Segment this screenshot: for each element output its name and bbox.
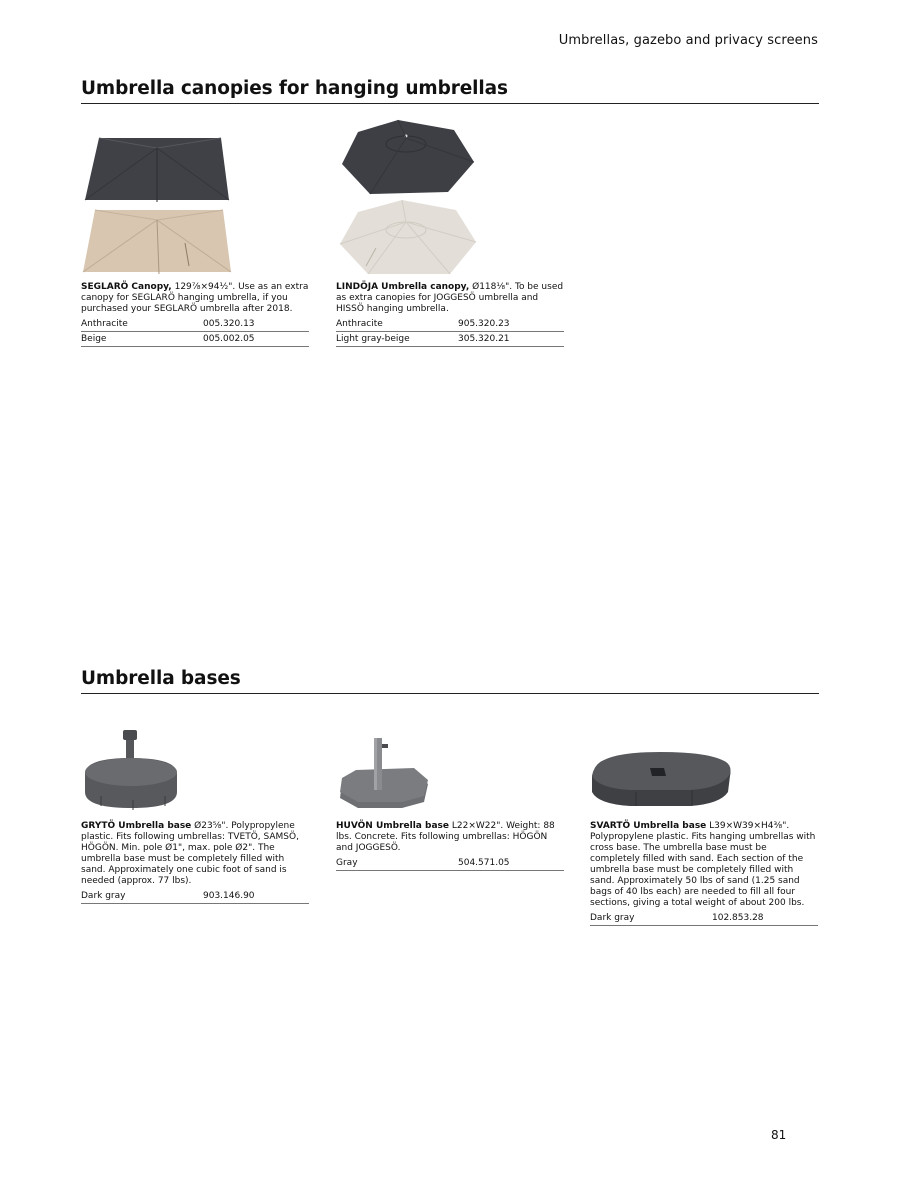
variant-row	[336, 332, 564, 347]
article-number: 905.320.23	[458, 319, 510, 329]
product-image-gryto	[81, 728, 309, 821]
product-description: HUVÖN Umbrella base L22×W22". Weight: 88 lbs. Concrete. Fits following umbrellas: HÖGÖN and JOGGESÖ.	[336, 821, 555, 853]
section-title: Umbrella canopies for hanging umbrellas	[81, 78, 819, 104]
variant-row	[336, 317, 564, 332]
product-svarto-base	[590, 752, 818, 926]
variant-table	[336, 317, 564, 347]
variant-color: Anthracite	[336, 319, 383, 329]
variant-table	[590, 911, 818, 926]
section-title: Umbrella bases	[81, 668, 819, 694]
product-description: LINDÖJA Umbrella canopy, Ø118⅛". To be used as extra canopies for JOGGESÖ umbrella and HISSÖ hanging umbrella.	[336, 282, 564, 314]
variant-table	[336, 856, 564, 871]
variant-color: Dark gray	[590, 913, 635, 923]
variant-row	[336, 856, 564, 871]
product-image-lindoja	[336, 118, 564, 282]
hexagonal-canopy-icon	[336, 118, 486, 278]
product-lindoja-canopy	[336, 118, 564, 347]
product-name: SVARTÖ Umbrella base	[590, 821, 707, 831]
page-number: 81	[771, 1128, 787, 1142]
product-name: SEGLARÖ Canopy,	[81, 282, 172, 292]
product-description: SVARTÖ Umbrella base L39×W39×H4⅜". Polypropylene plastic. Fits hanging umbrellas with cross base. The umbrella base must be completely filled with sand. Each section of the umbrella base must be completely filled with sand. Approximately 50 lbs of sand (1.25 sand bags of 40 lbs each) are needed to fill all four sections, giving a total weight of about 200 lbs.	[590, 821, 816, 908]
variant-table	[81, 889, 309, 904]
variant-color: Anthracite	[81, 319, 128, 329]
product-image-seglaro	[81, 118, 309, 282]
product-name: LINDÖJA Umbrella canopy,	[336, 282, 470, 292]
rectangular-canopy-icon	[81, 118, 241, 278]
round-base-icon	[81, 728, 181, 818]
variant-row	[81, 889, 309, 904]
product-image-huvon	[336, 736, 564, 821]
running-header: Umbrellas, gazebo and privacy screens	[558, 33, 818, 48]
product-gryto-base	[81, 728, 309, 904]
article-number: 903.146.90	[203, 891, 255, 901]
section-umbrella-bases	[81, 668, 819, 694]
variant-row	[81, 317, 309, 332]
article-number: 504.571.05	[458, 858, 510, 868]
octagonal-base-icon	[336, 736, 436, 816]
product-description: SEGLARÖ Canopy, 129⅞×94½". Use as an extra canopy for SEGLARÖ hanging umbrella, if you purchased your SEGLARÖ umbrella after 2018.	[81, 282, 309, 314]
variant-row	[590, 911, 818, 926]
square-base-icon	[590, 752, 735, 812]
article-number: 102.853.28	[712, 913, 764, 923]
product-name: GRYTÖ Umbrella base	[81, 821, 192, 831]
article-number: 005.002.05	[203, 334, 255, 344]
product-name: HUVÖN Umbrella base	[336, 821, 449, 831]
variant-color: Light gray-beige	[336, 334, 410, 344]
article-number: 005.320.13	[203, 319, 255, 329]
variant-color: Dark gray	[81, 891, 126, 901]
product-seglaro-canopy	[81, 118, 309, 347]
product-image-svarto	[590, 752, 818, 821]
variant-table	[81, 317, 309, 347]
product-huvon-base	[336, 736, 564, 871]
section-umbrella-canopies	[81, 78, 819, 104]
variant-color: Beige	[81, 334, 107, 344]
article-number: 305.320.21	[458, 334, 510, 344]
variant-row	[81, 332, 309, 347]
product-description: GRYTÖ Umbrella base Ø23⅝". Polypropylene plastic. Fits following umbrellas: TVETÖ, SAMSÖ, HÖGÖN. Min. pole Ø1", max. pole Ø2". The umbrella base must be completely filled with sand. Approximately one cubic foot of sand is needed (approx. 77 lbs).	[81, 821, 299, 886]
variant-color: Gray	[336, 858, 358, 868]
